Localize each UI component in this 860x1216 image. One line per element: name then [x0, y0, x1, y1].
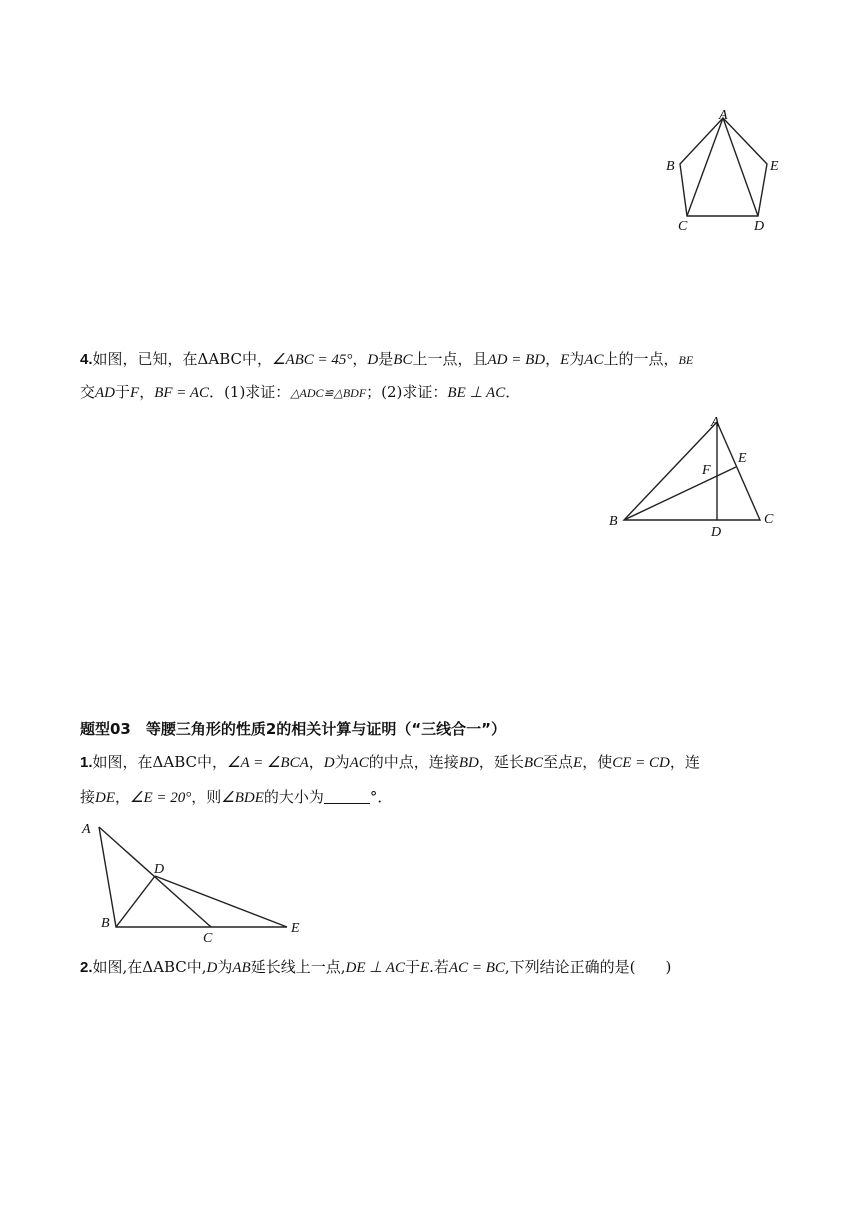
segment-bd: [116, 876, 155, 927]
label-e: E: [738, 451, 747, 466]
text: 为: [217, 958, 233, 976]
text: 为: [569, 350, 585, 368]
label-c: C: [764, 512, 774, 527]
text: 接: [80, 788, 96, 806]
text: ；(2)求证：: [366, 383, 448, 401]
math: ∠BDE: [221, 790, 264, 806]
text: ΔABC: [142, 958, 187, 976]
text: 中,: [186, 958, 207, 976]
text: ，: [352, 350, 368, 368]
question-1-line2: [80, 787, 780, 808]
section-heading: 题型03 等腰三角形的性质2的相关计算与证明（“三线合一”）: [80, 720, 507, 738]
text: ΔABC: [197, 350, 242, 368]
label-d: D: [711, 525, 722, 540]
pentagon-figure: [660, 106, 780, 236]
label-b: B: [101, 916, 110, 931]
label-c: C: [678, 219, 688, 234]
math: AB: [232, 960, 251, 976]
text: ，: [139, 383, 155, 401]
label-a: A: [719, 108, 728, 123]
math: AC: [349, 755, 369, 771]
text: ,下列结论正确的是( ): [504, 958, 672, 976]
label-a: A: [82, 822, 91, 837]
label-a: A: [711, 415, 720, 430]
math: E: [419, 960, 430, 976]
math: BD: [458, 755, 479, 771]
math: E: [560, 352, 570, 368]
label-d: D: [154, 862, 165, 877]
segment-be: [624, 467, 736, 520]
math: E: [573, 755, 583, 771]
text: ，延长: [478, 753, 524, 771]
triangle-abc-figure: [600, 410, 790, 545]
triangle-abc: [624, 422, 760, 520]
label-e: E: [291, 921, 300, 936]
segment-ac: [687, 118, 723, 216]
question-number: 1.: [80, 754, 93, 771]
segment-ad: [723, 118, 758, 216]
text: °．: [369, 788, 393, 806]
text: ．(1)求证：: [209, 383, 291, 401]
question-2-line1: [80, 957, 780, 978]
text: 的大小为: [263, 788, 324, 806]
text: 如图,在: [92, 958, 143, 976]
math: ∠A = ∠BCA: [227, 755, 309, 771]
text: 为: [334, 753, 350, 771]
text: ，: [545, 350, 561, 368]
text: ，则: [191, 788, 222, 806]
math: BE ⊥ AC: [447, 385, 506, 401]
text: 至点: [543, 753, 574, 771]
math: D: [367, 352, 379, 368]
triangle-bde-figure: [74, 815, 314, 945]
text: 上一点，且: [412, 350, 488, 368]
math: BC: [523, 755, 543, 771]
label-e: E: [770, 159, 779, 174]
math: ∠E = 20°: [130, 790, 192, 806]
math: D: [206, 960, 218, 976]
math: △ADC≌△BDF: [290, 386, 367, 400]
math: ∠ABC = 45°: [272, 352, 353, 368]
text: 于: [115, 383, 131, 401]
answer-blank[interactable]: [324, 789, 370, 804]
question-1-line1: [80, 752, 780, 773]
math: DE: [95, 790, 116, 806]
text: ，: [115, 788, 131, 806]
text: 中，: [196, 753, 227, 771]
label-f: F: [702, 463, 711, 478]
question-number: 4.: [80, 351, 93, 368]
math: BF = AC: [154, 385, 210, 401]
text: 中，: [241, 350, 272, 368]
text: 如图，已知，在: [92, 350, 198, 368]
label-d: D: [754, 219, 765, 234]
math: AC = BC: [448, 960, 505, 976]
math: AC: [584, 352, 604, 368]
label-c: C: [203, 931, 213, 945]
text: 如图，在: [92, 753, 153, 771]
question-4-line1: [80, 349, 780, 370]
text: .若: [429, 958, 449, 976]
math: BC: [393, 352, 413, 368]
text: ，: [308, 753, 324, 771]
math: DE ⊥ AC: [345, 960, 405, 976]
question-number: 2.: [80, 959, 93, 976]
text: 的中点，连接: [368, 753, 459, 771]
question-4-line2: [80, 382, 780, 403]
text: ．: [505, 383, 521, 401]
math: AD: [95, 385, 116, 401]
text: 上的一点，: [603, 350, 679, 368]
segment-de: [155, 876, 287, 927]
label-b: B: [666, 159, 675, 174]
text: ΔABC: [152, 753, 197, 771]
math: D: [323, 755, 335, 771]
math: F: [130, 385, 140, 401]
text: 延长线上一点,: [250, 958, 346, 976]
math: BE: [678, 353, 694, 367]
text: ，使: [582, 753, 613, 771]
text: ，连: [669, 753, 700, 771]
label-b: B: [609, 514, 618, 529]
text: 交: [80, 383, 96, 401]
text: 是: [378, 350, 394, 368]
math: CE = CD: [612, 755, 670, 771]
math: AD = BD: [487, 352, 546, 368]
text: 于: [404, 958, 420, 976]
